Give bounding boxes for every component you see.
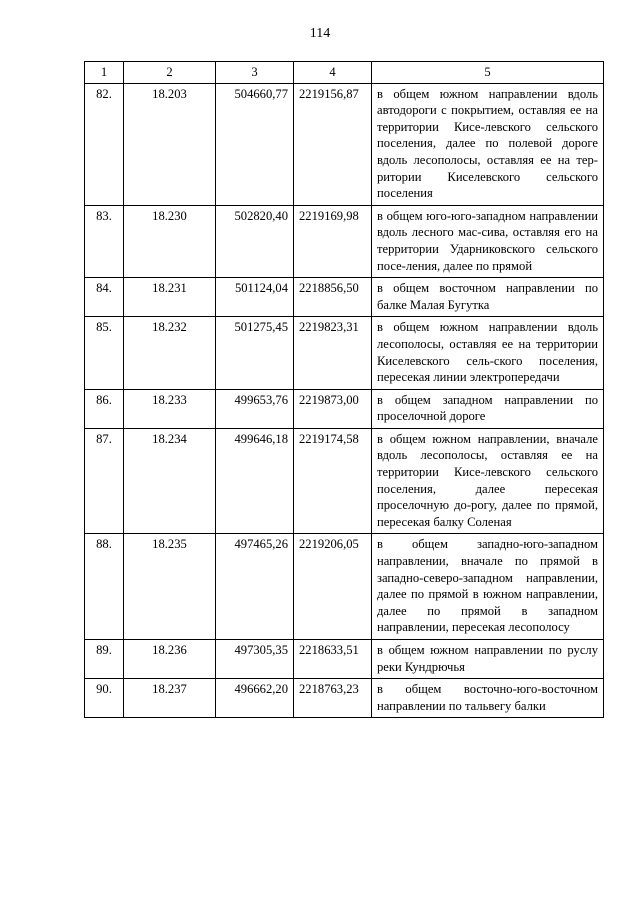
boundary-description: в общем западно-юго-западном направлении, вначале по прямой в западно-северо-западном направлении, далее по прямой в южном направлении, далее по прямой в западном направлении, пересекая лесополосу: [372, 534, 604, 640]
table-row: [85, 640, 604, 679]
coordinate-y: 2218856,50: [294, 278, 372, 317]
table-row: [85, 83, 604, 205]
coordinate-y: 2219206,05: [294, 534, 372, 640]
coordinate-y: 2219873,00: [294, 389, 372, 428]
row-number: 82.: [85, 83, 124, 205]
coordinate-x: 497305,35: [216, 640, 294, 679]
coordinate-x: 504660,77: [216, 83, 294, 205]
coordinate-x: 499653,76: [216, 389, 294, 428]
point-code: 18.203: [124, 83, 216, 205]
table-row: [85, 317, 604, 389]
boundary-description: в общем южном направлении, вначале вдоль лесополосы, оставляя ее на территории Кисе-левского сельского поселения, далее пересекая проселочную до-рогу, далее по прямой, пересекая балку Соленая: [372, 428, 604, 534]
table-row: [85, 278, 604, 317]
row-number: 87.: [85, 428, 124, 534]
point-code: 18.235: [124, 534, 216, 640]
coordinate-x: 501275,45: [216, 317, 294, 389]
page-number: 114: [309, 26, 331, 41]
row-number: 84.: [85, 278, 124, 317]
coordinate-y: 2219169,98: [294, 205, 372, 277]
column-header-5: 5: [372, 62, 604, 84]
coordinate-y: 2218633,51: [294, 640, 372, 679]
point-code: 18.230: [124, 205, 216, 277]
point-code: 18.234: [124, 428, 216, 534]
table-row: [85, 389, 604, 428]
boundary-description: в общем восточном направлении по балке Малая Бугутка: [372, 278, 604, 317]
point-code: 18.237: [124, 679, 216, 718]
coordinate-y: 2219823,31: [294, 317, 372, 389]
boundary-description: в общем южном направлении по руслу реки Кундрючья: [372, 640, 604, 679]
coordinate-y: 2219174,58: [294, 428, 372, 534]
table-header-row: [85, 62, 604, 84]
boundary-description: в общем южном направлении вдоль лесополосы, оставляя ее на территории Киселевского сель-ского поселения, пересекая линии электропередачи: [372, 317, 604, 389]
row-number: 85.: [85, 317, 124, 389]
row-number: 88.: [85, 534, 124, 640]
row-number: 89.: [85, 640, 124, 679]
row-number: 86.: [85, 389, 124, 428]
point-code: 18.233: [124, 389, 216, 428]
coordinate-x: 496662,20: [216, 679, 294, 718]
point-code: 18.231: [124, 278, 216, 317]
point-code: 18.232: [124, 317, 216, 389]
boundary-table: [84, 61, 604, 718]
table-row: [85, 534, 604, 640]
point-code: 18.236: [124, 640, 216, 679]
row-number: 83.: [85, 205, 124, 277]
coordinate-y: 2218763,23: [294, 679, 372, 718]
coordinate-x: 499646,18: [216, 428, 294, 534]
column-header-4: 4: [294, 62, 372, 84]
coordinate-y: 2219156,87: [294, 83, 372, 205]
column-header-2: 2: [124, 62, 216, 84]
boundary-description: в общем восточно-юго-восточном направлении по тальвегу балки: [372, 679, 604, 718]
table-row: [85, 679, 604, 718]
boundary-description: в общем западном направлении по проселочной дороге: [372, 389, 604, 428]
coordinate-x: 502820,40: [216, 205, 294, 277]
table-row: [85, 205, 604, 277]
boundary-description: в общем юго-юго-западном направлении вдоль лесного мас-сива, оставляя его на территории Ударниковского сельского посе-ления, далее по прямой: [372, 205, 604, 277]
coordinate-x: 497465,26: [216, 534, 294, 640]
boundary-description: в общем южном направлении вдоль автодороги с покрытием, оставляя ее на территории Кисе-левского сельского поселения, далее по полевой дороге вдоль лесополосы, оставляя ее на тер-ритории Киселевского сельского поселения: [372, 83, 604, 205]
table-row: [85, 428, 604, 534]
column-header-3: 3: [216, 62, 294, 84]
column-header-1: 1: [85, 62, 124, 84]
coordinate-x: 501124,04: [216, 278, 294, 317]
row-number: 90.: [85, 679, 124, 718]
